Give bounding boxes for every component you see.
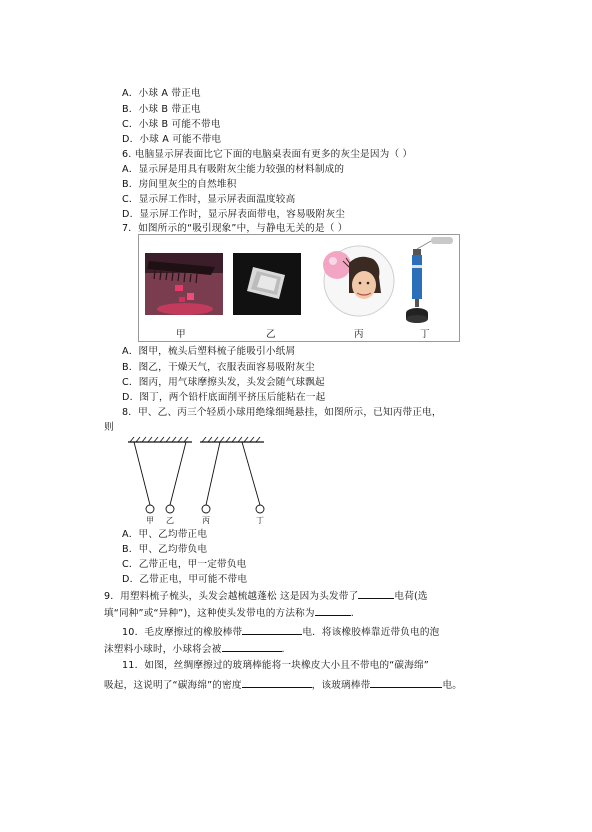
q9-text-4: . [350,608,354,619]
q7-option-a: A．图甲，梳头后塑料梳子能吸引小纸屑 [122,346,296,357]
q6-stem: 6. 电脑显示屏表面比它下面的电脑桌表面有更多的灰尘是因为（ ） [122,149,413,160]
figure-ding-photo [401,235,457,331]
q10-text-3: 沫塑料小球时，小球将会被 [104,644,222,655]
q8-option-b: B．甲、乙均带负电 [122,544,208,555]
ball-label-ding: 丁 [256,516,264,525]
figure-bing-photo [309,243,395,319]
q10-text-2: 电．将该橡胶棒靠近带负电的泡 [302,627,440,638]
ball-label-jia: 甲 [146,516,154,525]
q8-stem-line1: 8．甲、乙、丙三个轻质小球用绝缘细绳悬挂，如图所示，已知丙带正电， [122,407,442,418]
q11-text-2: ，该玻璃棒带 [311,680,371,691]
q9-text-3: 填“同种”或“异种”)，这种使头发带电的方法称为 [104,608,315,619]
q8-stem-line2: 则 [104,422,114,433]
q9-text-1: 9．用塑料梳子梳头，头发会越梳越蓬松 这是因为头发带了 [104,591,359,602]
prev-option-b: B．小球 B 带正电 [122,104,201,115]
q11-blank-1[interactable] [242,677,312,688]
q9-text-2: 电荷(选 [394,591,428,602]
q7-figure [138,234,460,342]
q10-line1 [122,624,439,639]
q9-line1 [104,588,428,603]
figure-label-bing: 丙 [354,329,364,340]
q10-blank-2[interactable] [222,641,282,652]
q7-stem: 7．如图所示的“吸引现象”中，与静电无关的是（ ） [122,223,348,234]
q10-text-1: 10．毛皮摩擦过的橡胶棒带 [122,627,243,638]
q11-line1: 11．如图，丝绸摩擦过的玻璃棒能将一块橡皮大小且不带电的“碳海绵” [122,660,429,671]
figure-label-yi: 乙 [266,329,276,340]
q8-option-a: A．甲、乙均带正电 [122,529,208,540]
q8-option-d: D．乙带正电，甲可能不带电 [122,574,248,585]
q9-line2 [104,605,354,620]
figure-label-jia: 甲 [176,329,186,340]
q6-option-b: B．房间里灰尘的自然堆积 [122,179,237,190]
q6-option-c: C．显示屏工作时，显示屏表面温度较高 [122,194,296,205]
prev-option-a: A．小球 A 带正电 [122,88,201,99]
q9-blank-1[interactable] [358,588,394,599]
q11-text-3: 电。 [442,680,463,691]
q11-text-1: 吸起，这说明了“碳海绵”的密度 [104,680,242,691]
q9-blank-2[interactable] [315,605,351,616]
q8-option-c: C．乙带正电，甲一定带负电 [122,559,247,570]
prev-option-c: C．小球 B 可能不带电 [122,119,221,130]
q10-line2 [104,641,285,656]
q7-option-d: D．图丁，两个铅杆底面削平挤压后能粘在一起 [122,392,326,403]
figure-jia-photo [145,253,223,315]
q6-option-a: A．显示屏是用具有吸附灰尘能力较强的材料制成的 [122,164,345,175]
figure-yi-photo [233,253,301,315]
q6-option-d: D．显示屏工作时，显示屏表面带电，容易吸附灰尘 [122,209,346,220]
figure-label-ding: 丁 [420,329,430,340]
ball-label-bing: 丙 [202,516,210,525]
q11-blank-2[interactable] [370,677,442,688]
prev-option-d: D．小球 A 可能不带电 [122,134,222,145]
q10-text-4: . [281,644,285,655]
q7-option-c: C．图丙，用气球摩擦头发，头发会随气球飘起 [122,377,325,388]
q7-option-b: B．图乙，干燥天气，衣服表面容易吸附灰尘 [122,362,315,373]
ball-label-yi: 乙 [166,516,174,525]
q11-line2 [104,677,462,692]
q10-blank-1[interactable] [242,624,302,635]
